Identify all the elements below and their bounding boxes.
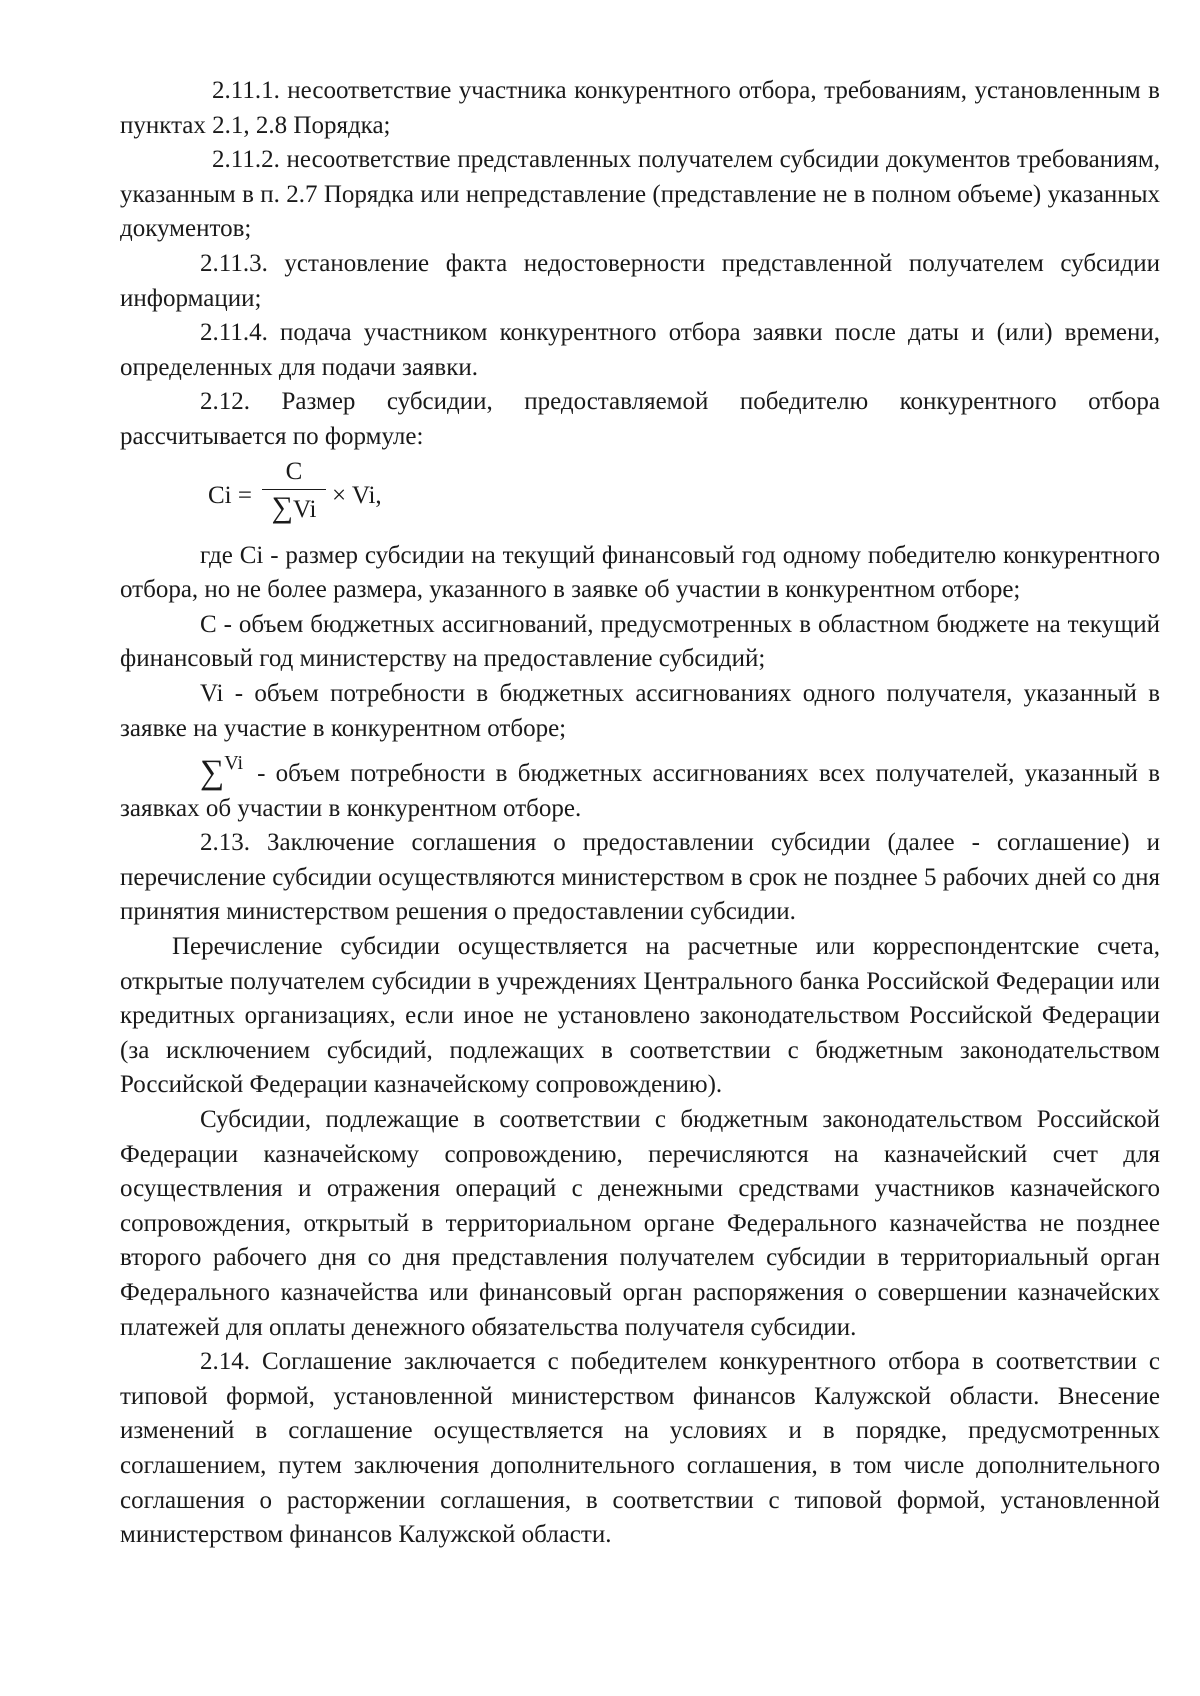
clause-2-12: 2.12. Размер субсидии, предоставляемой победителю конкурентного отбора рассчитывается по формуле: bbox=[120, 388, 1160, 450]
document-body bbox=[120, 74, 1160, 1553]
formula-denominator-var: Vi bbox=[292, 495, 317, 523]
formula-fraction bbox=[262, 457, 326, 526]
clause-2-11-3: 2.11.3. установление факта недостоверности представленной получателем субсидии информации; bbox=[120, 249, 1160, 312]
definition-c: C - объем бюджетных ассигнований, предусмотренных в областном бюджете на текущий финансовый год министерству на предоставление субсидий; bbox=[120, 610, 1160, 673]
definition-vi: Vi - объем потребности в бюджетных ассигнованиях одного получателя, указанный в заявке на участие в конкурентном отборе; bbox=[120, 679, 1160, 742]
paragraph-transfer-accounts: Перечисление субсидии осуществляется на расчетные или корреспондентские счета, открытые получателем субсидии в учреждениях Центрального банка Российской Федерации или кредитных организациях, если иное не установлено законодательством Российской Федерации (за исключением субсидий, подлежащих в соответствии с бюджетным законодательством Российской Федерации казначейскому сопровождению). bbox=[120, 933, 1160, 1099]
definition-sum-vi-text: - объем потребности в бюджетных ассигнованиях всех получателей, указанный в заявках об участии в конкурентном отборе. bbox=[120, 760, 1160, 822]
sum-symbol: ∑ bbox=[200, 754, 225, 792]
definition-sum-vi bbox=[120, 746, 1160, 826]
formula-numerator: C bbox=[285, 457, 303, 485]
sum-vi-var: Vi bbox=[224, 752, 244, 775]
clause-2-11-2: 2.11.2. несоответствие представленных получателем субсидии документов требованиям, указанным в п. 2.7 Порядка или непредставление (представление не в полном объеме) указанных документов; bbox=[120, 146, 1160, 243]
definition-ci: где Ci - размер субсидии на текущий финансовый год одному победителю конкурентного отбора, но не более размера, указанного в заявке об участии в конкурентном отборе; bbox=[120, 541, 1160, 604]
formula-lhs: Ci = bbox=[208, 481, 252, 509]
paragraph-treasury-support: Субсидии, подлежащие в соответствии с бюджетным законодательством Российской Федерации казначейскому сопровождению, перечисляются на казначейский счет для осуществления и отражения операций с денежными средствами участников казначейского сопровождения, открытый в территориальном органе Федерального казначейства не позднее второго рабочего дня со дня представления получателем субсидии в территориальный орган Федерального казначейства или финансовый орган распоряжения о совершении казначейских платежей для оплаты денежного обязательства получателя субсидии. bbox=[120, 1106, 1160, 1341]
clause-2-11-1: 2.11.1. несоответствие участника конкурентного отбора, требованиям, установленным в пунктах 2.1, 2.8 Порядка; bbox=[120, 77, 1160, 139]
subsidy-formula bbox=[120, 457, 1160, 535]
formula-denominator bbox=[262, 492, 326, 526]
fraction-bar bbox=[262, 489, 326, 490]
formula-tail: × Vi, bbox=[332, 481, 382, 509]
clause-2-14: 2.14. Соглашение заключается с победителем конкурентного отбора в соответствии с типовой формой, установленной министерством финансов Калужской области. Внесение изменений в соглашение осуществляется на условиях и в порядке, предусмотренных соглашением, путем заключения дополнительного соглашения, в том числе дополнительного соглашения о расторжении соглашения, в соответствии с типовой формой, установленной министерством финансов Калужской области. bbox=[120, 1348, 1160, 1549]
formula-sum-symbol: ∑ bbox=[271, 490, 293, 524]
clause-2-13: 2.13. Заключение соглашения о предоставлении субсидии (далее - соглашение) и перечисление субсидии осуществляются министерством в срок не позднее 5 рабочих дней со дня принятия министерством решения о предоставлении субсидии. bbox=[120, 829, 1160, 926]
clause-2-11-4: 2.11.4. подача участником конкурентного отбора заявки после даты и (или) времени, определенных для подачи заявки. bbox=[120, 319, 1160, 381]
